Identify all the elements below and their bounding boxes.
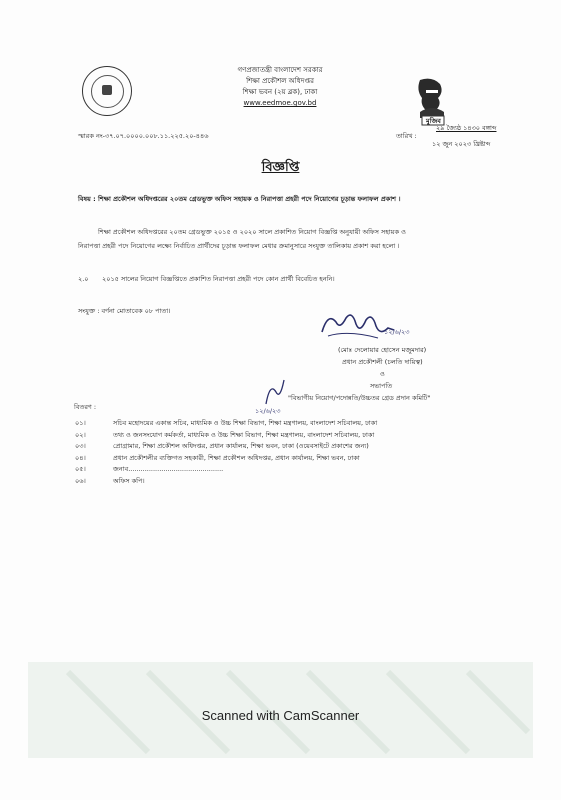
paragraph-2-number: ২.০ xyxy=(78,275,89,283)
header-line-department: শিক্ষা প্রকৌশল অধিদপ্তর xyxy=(246,77,314,85)
government-seal-logo xyxy=(82,66,132,116)
body-paragraph-1-line-1: শিক্ষা প্রকৌশল অধিদপ্তরের ২০তম গ্রেডভুক্ত ২০১৫ ও ২০২০ সালে প্রকাশিত নিয়োগ বিজ্ঞপ্তি অনুযায়ী অফিস সহায়ক ও xyxy=(98,228,406,236)
signatory-role: সভাপতি xyxy=(370,382,393,390)
distribution-label: বিতরণ : xyxy=(74,403,97,411)
header-line-government: গণপ্রজাতন্ত্রী বাংলাদেশ সরকার xyxy=(237,66,323,74)
date-english-calendar: ১২ জুন ২০২৩ খ্রিষ্টাব্দ xyxy=(432,140,491,148)
list-item-number: ০৪। xyxy=(75,453,86,462)
header-website-link[interactable]: www.eedmoe.gov.bd xyxy=(243,99,317,107)
list-item-text: প্রোগ্রামার, শিক্ষা প্রকৌশল অধিদপ্তর, প্রধান কার্যালয়, শিক্ষা ভবন, ঢাকা (ওয়েবসাইটে প্রকাশের জন্য) xyxy=(113,442,369,450)
body-paragraph-1-line-2: নিরাপত্তা প্রহরী পদে নিয়োগের লক্ষ্যে নির্বাচিত প্রার্থীদের চূড়ান্ত ফলাফল মেধার ক্রমানুসারে সংযুক্ত তালিকায় প্রকাশ করা হলো । xyxy=(78,242,400,250)
list-item-number: ০১। xyxy=(75,419,86,427)
committee-name: "বিভাগীয় নিয়োগ/পদোন্নতি/উচ্চতর গ্রেড প্রদান কমিটি" xyxy=(288,394,431,402)
memo-reference: স্মারক নং-৩৭.০৭.০০০০.০০৮.১১.২২৫.২০-৪৪৬ xyxy=(78,132,209,140)
signatory-designation: প্রধান প্রকৌশলী (চলতি দায়িত্ব) xyxy=(342,358,423,366)
list-item-text: তথ্য ও জনসংযোগ কর্মকর্তা, মাধ্যমিক ও উচ্চ শিক্ষা বিভাগ, শিক্ষা মন্ত্রণালয়, বাংলাদেশ সচিবালয়, ঢাকা xyxy=(113,430,375,439)
mujib-centenary-logo xyxy=(406,76,456,126)
list-item-number: ০৩। xyxy=(75,442,86,450)
list-item-number: ০৫। xyxy=(75,465,86,473)
camscanner-watermark-text: Scanned with CamScanner xyxy=(201,708,360,723)
handwritten-signature xyxy=(318,308,398,346)
notice-title: বিজ্ঞপ্তি xyxy=(261,160,300,175)
signatory-name: (মোঃ দেলোয়ার হোসেন মজুমদার) xyxy=(338,346,427,354)
list-item-number: ০২। xyxy=(75,430,86,439)
signatory-conjunction: ও xyxy=(380,370,385,378)
subject-line: বিষয় : শিক্ষা প্রকৌশল অধিদপ্তরের ২০তম গ্রেডভুক্ত অফিস সহায়ক ও নিরাপত্তা প্রহরী পদে নিয়োগের চূড়ান্ত ফলাফল প্রকাশ । xyxy=(78,195,401,203)
date-bangla-calendar: ২৯ জ্যৈষ্ঠ ১৪৩০ বঙ্গাব্দ xyxy=(436,124,497,132)
date-label: তারিখ : xyxy=(396,132,417,140)
initial-signature-date: ১২/৬/২৩ xyxy=(255,407,281,415)
header-line-address: শিক্ষা ভবন (২য় ব্লক), ঢাকা xyxy=(242,88,318,96)
mujib-logo-text: মুজিব xyxy=(426,117,441,125)
list-item-text: প্রধান প্রকৌশলীর ব্যক্তিগত সহকারী, শিক্ষা প্রকৌশল অধিদপ্তর, প্রধান কার্যালয়, শিক্ষা ভবন, ঢাকা xyxy=(113,453,360,462)
signature-date: ১২/৬/২৩ xyxy=(384,328,410,336)
list-item-text: জনাব.............................................. xyxy=(113,465,224,473)
list-item-text: অফিস কপি। xyxy=(113,476,145,485)
list-item-text: সচিব মহোদয়ের একান্ত সচিব, মাধ্যমিক ও উচ্চ শিক্ষা বিভাগ, শিক্ষা মন্ত্রণালয়, বাংলাদেশ সচিবালয়, ঢাকা xyxy=(113,419,378,427)
paragraph-2-text: ২০১৫ সালের নিয়োগ বিজ্ঞপ্তিতে প্রকাশিত নিরাপত্তা প্রহরী পদে কোন প্রার্থী বিবেচিত হননি। xyxy=(102,275,335,283)
attachment-note: সংযুক্ত : বর্ণনা মোতাবেক ০৮ পাতা। xyxy=(78,307,171,315)
list-item-number: ০৬। xyxy=(75,476,86,485)
